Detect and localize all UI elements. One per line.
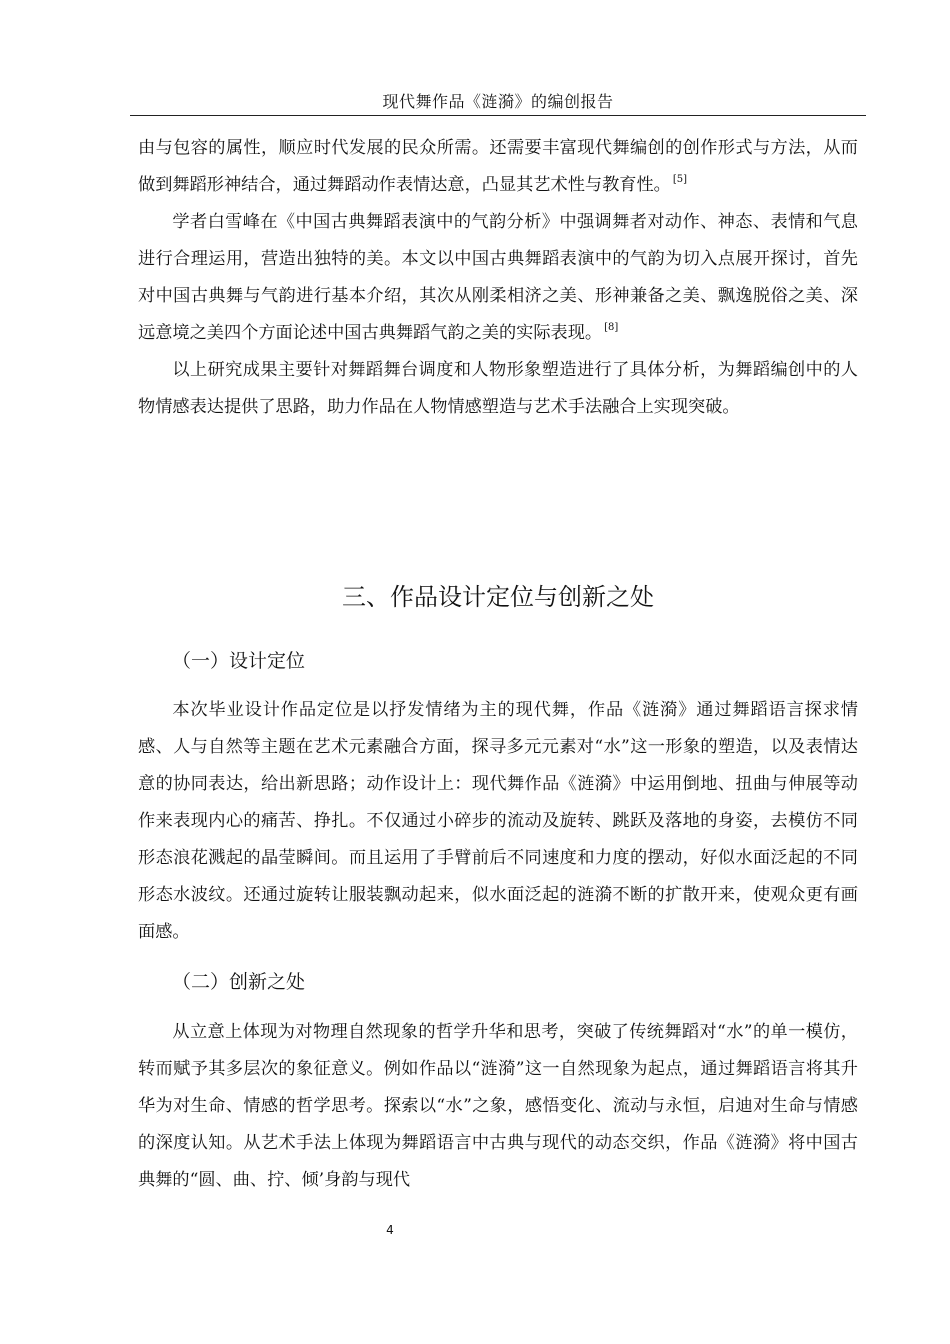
header-rule [130, 115, 866, 116]
paragraph-innovation: 从立意上体现为对物理自然现象的哲学升华和思考，突破了传统舞蹈对“水”的单一模仿，转而赋予其多层次的象征意义。例如作品以“涟漪”这一自然现象为起点，通过舞蹈语言将其升华为对生命、情感的哲学思考。探索以“水”之象，感悟变化、流动与永恒，启迪对生命与情感的深度认知。从艺术手法上体现为舞蹈语言中古典与现代的动态交织，作品《涟漪》将中国古典舞的“圆、曲、拧、倾’身韵与现代 [138, 1022, 858, 1190]
paragraph-summary: 以上研究成果主要针对舞蹈舞台调度和人物形象塑造进行了具体分析，为舞蹈编创中的人物情感表达提供了思路，助力作品在人物情感塑造与艺术手法融合上实现突破。 [138, 360, 858, 417]
citation-5: [5] [672, 174, 687, 185]
body-block-1 [138, 130, 858, 426]
paragraph-text: 学者白雪峰在《中国古典舞蹈表演中的气韵分析》中强调舞者对动作、神态、表情和气息进行合理运用，营造出独特的美。本文以中国古典舞蹈表演中的气韵为切入点展开探讨，首先对中国古典舞与气韵进行基本介绍，其次从刚柔相济之美、形神兼备之美、飘逸脱俗之美、深远意境之美四个方面论述中国古典舞蹈气韵之美的实际表现。 [138, 212, 858, 343]
subsection-title-positioning: （一）设计定位 [172, 650, 306, 672]
paragraph-continuation [138, 130, 858, 204]
paragraph-bai-xuefeng [138, 204, 858, 352]
body-block-innovation [138, 1014, 858, 1199]
page-number: 4 [386, 1223, 394, 1237]
body-block-positioning [138, 692, 858, 951]
subsection-title-innovation: （二）创新之处 [172, 971, 306, 993]
citation-8: [8] [604, 322, 619, 333]
paragraph-positioning: 本次毕业设计作品定位是以抒发情绪为主的现代舞，作品《涟漪》通过舞蹈语言探求情感、人与自然等主题在艺术元素融合方面，探寻多元元素对“水”这一形象的塑造，以及表情达意的协同表达，给出新思路；动作设计上：现代舞作品《涟漪》中运用倒地、扭曲与伸展等动作来表现内心的痛苦、挣扎。不仅通过小碎步的流动及旋转、跳跃及落地的身姿，去模仿不同形态浪花溅起的晶莹瞬间。而且运用了手臂前后不同速度和力度的摆动，好似水面泛起的不同形态水波纹。还通过旋转让服装飘动起来，似水面泛起的涟漪不断的扩散开来，使观众更有画面感。 [138, 700, 858, 942]
section-title: 三、作品设计定位与创新之处 [342, 583, 654, 611]
paragraph-text: 由与包容的属性，顺应时代发展的民众所需。还需要丰富现代舞编创的创作形式与方法，从而做到舞蹈形神结合，通过舞蹈动作表情达意，凸显其艺术性与教育性。 [138, 138, 858, 195]
running-header: 现代舞作品《涟漪》的编创报告 [382, 92, 614, 111]
